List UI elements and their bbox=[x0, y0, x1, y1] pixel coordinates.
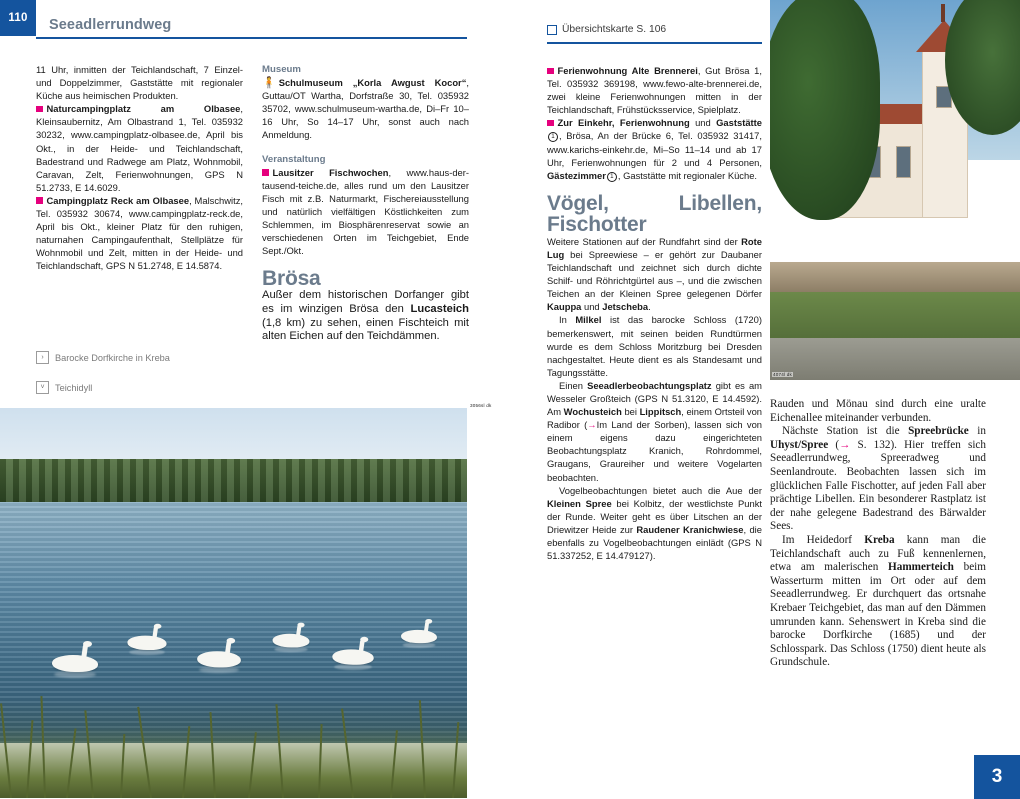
arrow-right-box-icon: › bbox=[36, 351, 49, 364]
text-run: bei bbox=[621, 406, 640, 418]
photo-reeds bbox=[0, 697, 467, 798]
square-bullet-icon bbox=[262, 169, 269, 176]
body-bold: Lucasteich bbox=[410, 302, 469, 315]
place-hammerteich: Hammerteich bbox=[888, 561, 954, 574]
text-run: Im Heidedorf bbox=[782, 533, 865, 546]
text-run: , die ebenfalls zu Vogelbeobachtungen einlädt (GPS N 51.337252, E 14.479127). bbox=[547, 523, 762, 562]
swan bbox=[127, 628, 166, 650]
paragraph-4 bbox=[547, 484, 762, 563]
body-post: (1,8 km) zu sehen, einen Fischteich mit alten Eichen auf den Teichdämmen. bbox=[262, 316, 469, 343]
swan bbox=[197, 643, 241, 668]
listing-name: Lausitzer Fischwochen bbox=[272, 166, 389, 178]
text-run: ist das barocke Schloss (1720) bemerkenswert, mit seinen beiden Rundtürmen wurde es dem Schloss Moritzburg bei Dresden nachgestaltet. Heute dient es als Standesamt und Tagungsstätte. bbox=[547, 314, 762, 378]
caption-kreba bbox=[36, 351, 170, 364]
column-one bbox=[36, 63, 243, 273]
place-rote-lug: Rote Lug bbox=[547, 235, 762, 260]
caption-text: Teichidyll bbox=[55, 382, 93, 393]
broesa-body bbox=[262, 289, 469, 343]
map-reference bbox=[547, 24, 666, 35]
photo-church-kreba bbox=[770, 0, 1020, 380]
body-pre: Außer dem historischen Dorfanger gibt es im winzigen Brösa den bbox=[262, 289, 469, 315]
stone-wall bbox=[770, 262, 1020, 292]
text-run: kann man die Teichlandschaft auch zu Fuß kennenlernen, etwa am malerischen bbox=[770, 533, 986, 574]
photo-credit-swans: 3056sl dk bbox=[470, 403, 492, 408]
text-run: Einen bbox=[559, 379, 588, 391]
caption-text: Barocke Dorfkirche in Kreba bbox=[55, 352, 170, 363]
tree-left bbox=[770, 0, 880, 220]
chapter-thumb-tab bbox=[974, 755, 1020, 799]
paragraph-3 bbox=[547, 379, 762, 484]
photo-treeline bbox=[0, 459, 467, 506]
swan bbox=[52, 646, 98, 672]
place-jetscheba: Jetscheba bbox=[602, 301, 649, 313]
text-run: , einem Ortsteil von Radibor ( bbox=[547, 406, 763, 431]
paragraph-1 bbox=[547, 235, 762, 314]
place-kauppa: Kauppa bbox=[547, 301, 582, 313]
listing-naturcampingplatz bbox=[36, 102, 243, 194]
text-run: beim Wasserturm mitten im Ort oder auf dem Seeadlerrundweg. Er durchquert das ortsnahe Krebaer Teichgebiet, das man auf den Dämmen umrunden kann. Sehenswert in Kreba sind die barocke Dorfkirche (1685) und der Schlosspark. Das Schloss (1750) dient heute als Grundschule. bbox=[770, 561, 986, 669]
cross-reference-arrow-icon: → bbox=[587, 419, 597, 431]
spacer bbox=[262, 142, 469, 153]
swan bbox=[401, 623, 437, 643]
listing-zur-einkehr bbox=[547, 116, 762, 181]
page-number: 110 bbox=[8, 12, 28, 24]
text-run: gibt es am Wesseler Großteich (GPS N 51.3120, E 14.4592). Am bbox=[547, 379, 762, 418]
caption-teichidyll bbox=[36, 381, 92, 394]
text-run: Im Land der Sorben), lassen sich von einem eigens dazu eingerichteten Beobachtungsplatz Kranich, Rohrdommel, Graugans, Graureiher und weitere Vogelarten beobachten. bbox=[547, 419, 763, 483]
place-uhyst-spree: Uhyst/Spree bbox=[770, 438, 829, 451]
listing-fischwochen bbox=[262, 166, 469, 258]
cross-reference-arrow-icon: → bbox=[839, 438, 851, 451]
circled-number-icon: 1 bbox=[607, 172, 617, 182]
text-run: bei Spreewiese – er gehört zur Daubaner Teichlandschaft und zeichnet sich durch dichte Schilf- und Röhrichtgürtel aus –, und die zwischen Teichen an der Kleinen Spree gelegenen Dörfer bbox=[547, 248, 762, 300]
swan bbox=[273, 627, 310, 648]
text-run: In bbox=[559, 314, 576, 326]
listing-details: , Malschwitz, Tel. 035932 30674, www.campingplatz-reck.de, April bis Okt., kleiner Platz für den ruhigen, naturnahen Campingaufenthalt, Stellplätze für Wohnmobil und Zelt, mitten in der Heide- und Teichlandschaft, GPS N 51.2748, E 14.5874. bbox=[36, 194, 243, 272]
text-run: und bbox=[581, 301, 603, 313]
square-bullet-icon bbox=[36, 197, 43, 204]
listing-details: , www.haus-der-tausend-teiche.de, alles rund um den Lausitzer Fisch mit z.B. Naturmarkt, Fischereiausstellung und natürlich vielfältigen Köstlichkeiten zum Schlemmen, im Biosphärenreservat sowie an verschiedenen Orten im Teichgebiet, Ende Sept./Okt. bbox=[262, 166, 469, 257]
museum-subheading: Museum bbox=[262, 64, 301, 75]
column-two bbox=[262, 63, 469, 344]
text-run: ( bbox=[828, 438, 840, 451]
header-rule bbox=[36, 37, 467, 39]
church-window bbox=[896, 146, 911, 178]
page-title: Seeadlerrundweg bbox=[49, 17, 172, 33]
chapter-number: 3 bbox=[991, 766, 1003, 787]
listing-name: Schulmuseum „Korla Awgust Kocor“ bbox=[278, 77, 467, 89]
text-run: S. 132). Hier treffen sich Seeadlerrundweg, Spreeradweg und Seenlandroute. Beobachten lassen sich im glücklichen Falle Fischotter, auf jeden Fall aber prächtige Libellen. Ein besonderer Rastplatz ist der nahe gelegene Badestrand des Bärwalder Sees. bbox=[770, 438, 986, 533]
section-heading-broesa: Brösa bbox=[262, 267, 321, 291]
listing-details-1: , Brösa, An der Brücke 6, Tel. 035932 31417, www.karichs-einkehr.de, Mi–So 11–14 und ab 17 Uhr, Ferienwohnungen für 2 und 4 Personen, bbox=[547, 130, 762, 168]
paragraph-1: Rauden und Mönau sind durch eine uralte Eichenallee miteinander verbunden. bbox=[770, 398, 986, 424]
place-kreba: Kreba bbox=[864, 533, 895, 546]
circled-number-icon: 1 bbox=[548, 132, 558, 142]
text-run: in bbox=[968, 425, 986, 438]
paragraph-3 bbox=[770, 534, 986, 670]
place-raudener-kranichwiese: Raudener Kranichwiese bbox=[636, 523, 744, 535]
place-lippitsch: Lippitsch bbox=[639, 406, 682, 418]
person-pictogram-icon: 🧍 bbox=[262, 77, 276, 90]
text-run: bei Kolbitz, der westlichste Punkt der Runde. Weiter geht es über Litschen an der Driewitzer Heide zur bbox=[547, 497, 762, 535]
listing-details: , Kleinsaubernitz, Am Olbastrand 1, Tel. 035932 30232, www.campingplatz-olbasee.de, April bis Okt., in der Heide- und Teichlandschaft, Badestrand und Radwege am Platz, Wohnmobil, Caravan, Zelt, Ferienwohnungen, GPS N 51.2733, E 14.6029. bbox=[36, 103, 243, 193]
listing-details-2: , Gaststätte mit regionaler Küche. bbox=[617, 169, 758, 181]
listing-joiner: und bbox=[689, 117, 717, 129]
text-run: Nächste Station ist die bbox=[782, 425, 909, 438]
paragraph-2 bbox=[770, 425, 986, 534]
checkbox-icon bbox=[547, 25, 557, 35]
place-kleine-spree: Kleinen Spree bbox=[547, 497, 612, 509]
paragraph-2 bbox=[547, 313, 762, 378]
text-run: Vogelbeobachtungen bietet auch die Aue der bbox=[559, 484, 762, 496]
intro-paragraph: 11 Uhr, inmitten der Teichlandschaft, 7 Einzel- und Doppelzimmer, Gaststätte mit regionaler Küche aus heimischen Produkten. bbox=[36, 64, 243, 102]
listing-name: Naturcampingplatz am Olbasee bbox=[46, 103, 241, 115]
listing-name: Ferienwohnung Alte Brennerei bbox=[557, 65, 698, 76]
square-bullet-icon bbox=[36, 106, 43, 113]
place-milkel: Milkel bbox=[575, 314, 602, 326]
text-run: Weitere Stationen auf der Rundfahrt sind der bbox=[547, 235, 742, 247]
column-four bbox=[770, 398, 986, 670]
place-wochusteich: Wochusteich bbox=[563, 406, 622, 418]
listing-schulmuseum bbox=[262, 76, 469, 141]
photo-credit-church: 4074l dk bbox=[773, 372, 792, 377]
listing-name-1: Zur Einkehr, Ferienwohnung bbox=[557, 117, 690, 129]
section-heading-voegel: Vögel, Libellen, Fischotter bbox=[547, 191, 762, 236]
term-seeadlerbeobachtungsplatz: Seeadlerbeobachtungsplatz bbox=[587, 379, 712, 391]
listing-details: , Gut Brösa 1, Tel. 035932 369198, www.fewo-alte-brennerei.de, zwei kleine Ferienwohnungen mitten in der Teichlandschaft, Frühstücksservice, Spielplatz. bbox=[547, 65, 763, 116]
column-three bbox=[547, 64, 762, 562]
listing-alte-brennerei bbox=[547, 64, 762, 116]
square-bullet-icon bbox=[547, 68, 554, 75]
text-run: . bbox=[648, 301, 651, 313]
listing-name-2: Gaststätte bbox=[716, 117, 762, 129]
listing-campingplatz-reck bbox=[36, 194, 243, 273]
map-reference-rule bbox=[547, 42, 762, 44]
arrow-down-box-icon: ˅ bbox=[36, 381, 49, 394]
path bbox=[770, 338, 1020, 380]
photo-swan-lake bbox=[0, 408, 467, 798]
listing-details: , Guttau/OT Wartha, Dorfstraße 30, Tel. 035932 35702, www.schulmuseum-wartha.de, Di–Fr 10–16 Uhr, So 14–17 Uhr, sonst auch nach Anmeldung. bbox=[262, 77, 469, 141]
square-bullet-icon bbox=[547, 120, 554, 127]
listing-name: Campingplatz Reck am Olbasee bbox=[46, 194, 190, 206]
event-subheading: Veranstaltung bbox=[262, 153, 326, 165]
listing-name-3: Gästezimmer bbox=[547, 169, 606, 181]
place-spreebruecke: Spreebrücke bbox=[908, 425, 969, 438]
map-reference-label: Übersichtskarte S. 106 bbox=[562, 24, 667, 35]
church-spire bbox=[941, 4, 945, 22]
swan bbox=[332, 641, 373, 664]
